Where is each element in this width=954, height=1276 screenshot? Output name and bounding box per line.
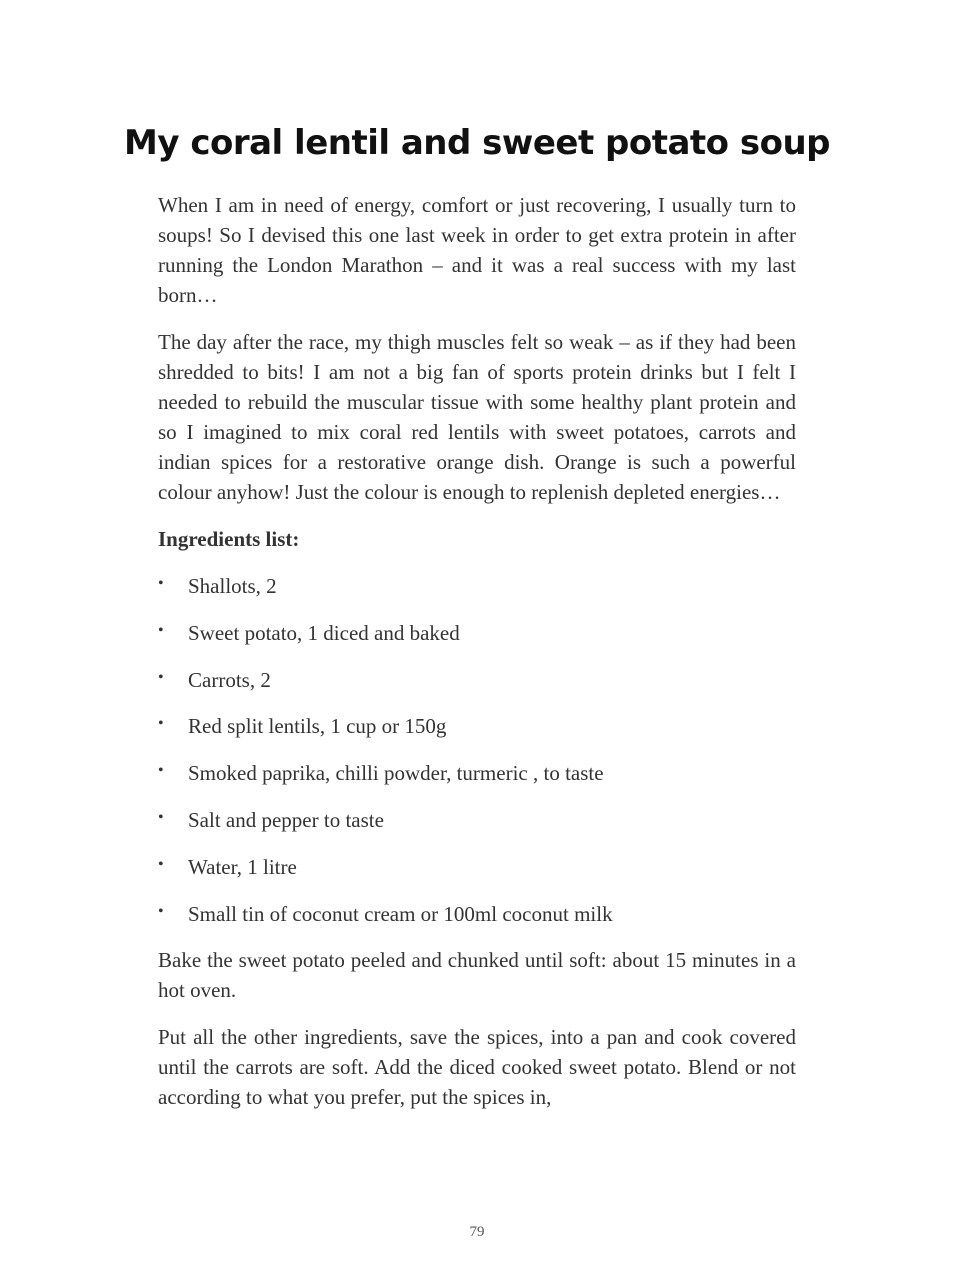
bullet-icon: • (158, 902, 164, 920)
bullet-icon: • (158, 855, 164, 873)
list-item (158, 899, 796, 929)
list-item (158, 805, 796, 835)
ingredient-text: Small tin of coconut cream or 100ml coconut milk (188, 901, 613, 926)
bullet-icon: • (158, 762, 164, 780)
ingredient-text: Red split lentils, 1 cup or 150g (188, 714, 447, 739)
ingredient-text: Carrots, 2 (188, 667, 271, 692)
story-paragraph: The day after the race, my thigh muscles felt so weak – as if they had been shredded to bits! I am not a big fan of sports protein drinks but I felt I needed to rebuild the muscular tissue with some healthy plant protein and so I imagined to mix coral red lentils with sweet potatoes, carrots and indian spices for a restorative orange dish. Orange is such a powerful colour anyhow! Just the colour is enough to replenish depleted energies… (158, 330, 796, 504)
list-item (158, 711, 796, 741)
list-item (158, 852, 796, 882)
ingredients-heading: Ingredients list: (158, 527, 300, 551)
ingredients-list (158, 571, 796, 929)
intro-paragraph: When I am in need of energy, comfort or just recovering, I usually turn to soups! So I devised this one last week in order to get extra protein in after running the London Marathon – and it was a real success with my last born… (158, 193, 796, 307)
ingredient-text: Shallots, 2 (188, 574, 277, 598)
list-item (158, 571, 796, 601)
method-paragraph-cook: Put all the other ingredients, save the spices, into a pan and cook covered until the carrots are soft. Add the diced cooked sweet potato. Blend or not according to what you prefer, put the spices in, (158, 1025, 796, 1110)
list-item (158, 665, 796, 695)
page-number: 79 (469, 1224, 485, 1240)
recipe-body (158, 190, 796, 1129)
list-item (158, 618, 796, 648)
bullet-icon: • (158, 715, 164, 733)
ingredient-text: Water, 1 litre (188, 854, 297, 879)
page-title: My coral lentil and sweet potato soup (123, 123, 831, 163)
ingredient-text: Sweet potato, 1 diced and baked (188, 620, 460, 645)
list-item (158, 758, 796, 788)
method-paragraph-bake: Bake the sweet potato peeled and chunked until soft: about 15 minutes in a hot oven. (158, 948, 796, 1003)
ingredient-text: Smoked paprika, chilli powder, turmeric , to taste (188, 761, 604, 786)
bullet-icon: • (158, 808, 164, 826)
bullet-icon: • (158, 575, 164, 592)
bullet-icon: • (158, 668, 164, 686)
bullet-icon: • (158, 621, 164, 639)
ingredient-text: Salt and pepper to taste (188, 807, 384, 832)
